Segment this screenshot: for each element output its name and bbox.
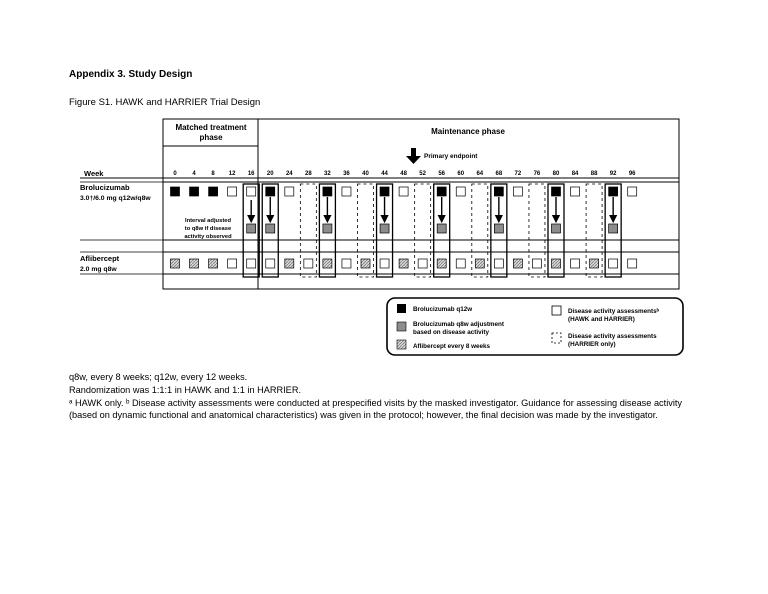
aflibercept-assessment-44 bbox=[380, 259, 389, 268]
matched-phase-label-2: phase bbox=[199, 133, 223, 142]
q8w-adjustment-16 bbox=[247, 224, 256, 233]
brolucizumab-assessment-96 bbox=[628, 187, 637, 196]
maintenance-phase-label: Maintenance phase bbox=[431, 127, 505, 136]
aflibercept-assessment-20 bbox=[266, 259, 275, 268]
aflibercept-dose-24 bbox=[285, 259, 294, 268]
aflibercept-assessment-96 bbox=[628, 259, 637, 268]
legend-broluc-q8w-2: based on disease activity bbox=[413, 329, 489, 336]
q8w-adjustment-68 bbox=[494, 224, 503, 233]
week-tick-72: 72 bbox=[514, 171, 522, 177]
matched-phase-label-1: Matched treatment bbox=[175, 123, 247, 132]
brolucizumab-assessment-24 bbox=[285, 187, 294, 196]
aflibercept-assessment-52 bbox=[418, 259, 427, 268]
brolucizumab-assessment-60 bbox=[456, 187, 465, 196]
q8w-adjustment-32 bbox=[323, 224, 332, 233]
legend-swatch-hatch bbox=[397, 340, 406, 349]
brolucizumab-row bbox=[163, 182, 679, 240]
interval-note-2: to q8w if disease bbox=[184, 226, 232, 232]
brolucizumab-assessment-72 bbox=[513, 187, 522, 196]
brolucizumab-name: Brolucizumab bbox=[80, 183, 130, 192]
interval-note-1: Interval adjusted bbox=[184, 218, 232, 224]
figure-notes bbox=[69, 371, 689, 422]
abbreviation-note: q8w, every 8 weeks; q12w, every 12 weeks. bbox=[69, 372, 248, 382]
aflibercept-assessment-12 bbox=[228, 259, 237, 268]
aflibercept-dose-40 bbox=[361, 259, 370, 268]
week-tick-80: 80 bbox=[552, 171, 560, 177]
q8w-adjustment-20 bbox=[266, 224, 275, 233]
week-tick-40: 40 bbox=[362, 171, 369, 177]
week-tick-48: 48 bbox=[400, 171, 407, 177]
week-tick-68: 68 bbox=[495, 171, 503, 177]
legend-swatch-gray bbox=[397, 322, 406, 331]
legend-swatch-open bbox=[552, 306, 561, 315]
brolucizumab-dose-56 bbox=[437, 187, 446, 196]
aflibercept-assessment-92 bbox=[609, 259, 618, 268]
section-heading: Appendix 3. Study Design bbox=[69, 69, 193, 80]
brolucizumab-dose-80 bbox=[552, 187, 561, 196]
aflibercept-dose-64 bbox=[475, 259, 484, 268]
aflibercept-dose-56 bbox=[437, 259, 446, 268]
randomization-note: Randomization was 1:1:1 in HAWK and 1:1 in HARRIER. bbox=[69, 384, 302, 395]
week-tick-64: 64 bbox=[476, 171, 484, 177]
dosing-markers bbox=[171, 184, 637, 277]
week-tick-52: 52 bbox=[419, 171, 426, 177]
brolucizumab-assessment-48 bbox=[399, 187, 408, 196]
aflibercept-assessment-16 bbox=[247, 259, 256, 268]
q8w-adjustment-92 bbox=[609, 224, 618, 233]
aflibercept-assessment-36 bbox=[342, 259, 351, 268]
aflibercept-assessment-76 bbox=[532, 259, 541, 268]
aflibercept-assessment-28 bbox=[304, 259, 313, 268]
legend-aflibercept: Aflibercept every 8 weeks bbox=[413, 343, 491, 350]
week-tick-4: 4 bbox=[192, 171, 196, 177]
legend-swatch-black bbox=[397, 304, 406, 313]
q8w-adjustment-44 bbox=[380, 224, 389, 233]
aflibercept-assessment-84 bbox=[571, 259, 580, 268]
aflibercept-dose-8 bbox=[209, 259, 218, 268]
brolucizumab-dose-0 bbox=[171, 187, 180, 196]
week-tick-24: 24 bbox=[285, 171, 293, 177]
week-ticks bbox=[173, 171, 636, 177]
interval-note-3: activity observed bbox=[184, 234, 232, 240]
legend-swatch-dashed bbox=[552, 333, 561, 343]
week-tick-28: 28 bbox=[305, 171, 312, 177]
week-tick-0: 0 bbox=[173, 171, 177, 177]
week-tick-60: 60 bbox=[457, 171, 465, 177]
figure-title: Figure S1. HAWK and HARRIER Trial Design bbox=[69, 97, 261, 108]
aflibercept-dose-0 bbox=[171, 259, 180, 268]
week-label: Week bbox=[84, 169, 104, 178]
aflibercept-name: Aflibercept bbox=[80, 254, 120, 263]
brolucizumab-assessment-84 bbox=[571, 187, 580, 196]
footnote: ᵃ HAWK only. ᵇ Disease activity assessments were conducted at prespecified visits by the masked investigator. Guidance for assessing disease activity (based on dynamic functional and anatomical characteristics) was given in the protocol; however, the final decision was made by the investigator. bbox=[69, 397, 683, 421]
q8w-adjustment-56 bbox=[437, 224, 446, 233]
brolucizumab-dose-44 bbox=[380, 187, 389, 196]
aflibercept-dose-48 bbox=[399, 259, 408, 268]
brolucizumab-assessment-16 bbox=[247, 187, 256, 196]
week-tick-84: 84 bbox=[571, 171, 579, 177]
brolucizumab-assessment-12 bbox=[228, 187, 237, 196]
week-tick-92: 92 bbox=[609, 171, 617, 177]
week-tick-32: 32 bbox=[324, 171, 331, 177]
week-tick-56: 56 bbox=[438, 171, 446, 177]
aflibercept-dose-4 bbox=[190, 259, 199, 268]
week-tick-96: 96 bbox=[628, 171, 636, 177]
aflibercept-dose-72 bbox=[513, 259, 522, 268]
aflibercept-dose-80 bbox=[552, 259, 561, 268]
brolucizumab-dose-32 bbox=[323, 187, 332, 196]
brolucizumab-dose-8 bbox=[209, 187, 218, 196]
legend-harrier-1: Disease activity assessments bbox=[568, 333, 657, 340]
legend-assess-2: (HAWK and HARRIER) bbox=[568, 316, 635, 323]
legend-harrier-2: (HARRIER only) bbox=[568, 341, 616, 348]
aflibercept-assessment-68 bbox=[494, 259, 503, 268]
q8w-adjustment-80 bbox=[552, 224, 561, 233]
aflibercept-dose-88 bbox=[590, 259, 599, 268]
week-tick-36: 36 bbox=[343, 171, 350, 177]
brolucizumab-dose-4 bbox=[190, 187, 199, 196]
primary-endpoint-arrow-icon bbox=[406, 148, 421, 164]
brolucizumab-dose-92 bbox=[609, 187, 618, 196]
week-tick-44: 44 bbox=[381, 171, 388, 177]
week-tick-20: 20 bbox=[266, 171, 274, 177]
legend-broluc-q12w: Brolucizumab q12w bbox=[413, 306, 473, 313]
aflibercept-dose: 2.0 mg q8w bbox=[80, 266, 117, 273]
brolucizumab-assessment-36 bbox=[342, 187, 351, 196]
week-tick-12: 12 bbox=[228, 171, 236, 177]
legend-assess-1: Disease activity assessmentsᵇ bbox=[568, 308, 660, 315]
week-tick-16: 16 bbox=[247, 171, 255, 177]
legend-broluc-q8w-1: Brolucizumab q8w adjustment bbox=[413, 321, 504, 328]
brolucizumab-dose: 3.0†/6.0 mg q12w/q8w bbox=[80, 195, 151, 202]
aflibercept-assessment-60 bbox=[456, 259, 465, 268]
primary-endpoint-label: Primary endpoint bbox=[424, 153, 478, 160]
brolucizumab-dose-68 bbox=[494, 187, 503, 196]
week-tick-88: 88 bbox=[590, 171, 598, 177]
week-tick-76: 76 bbox=[533, 171, 541, 177]
week-tick-8: 8 bbox=[211, 171, 215, 177]
aflibercept-dose-32 bbox=[323, 259, 332, 268]
brolucizumab-dose-20 bbox=[266, 187, 275, 196]
